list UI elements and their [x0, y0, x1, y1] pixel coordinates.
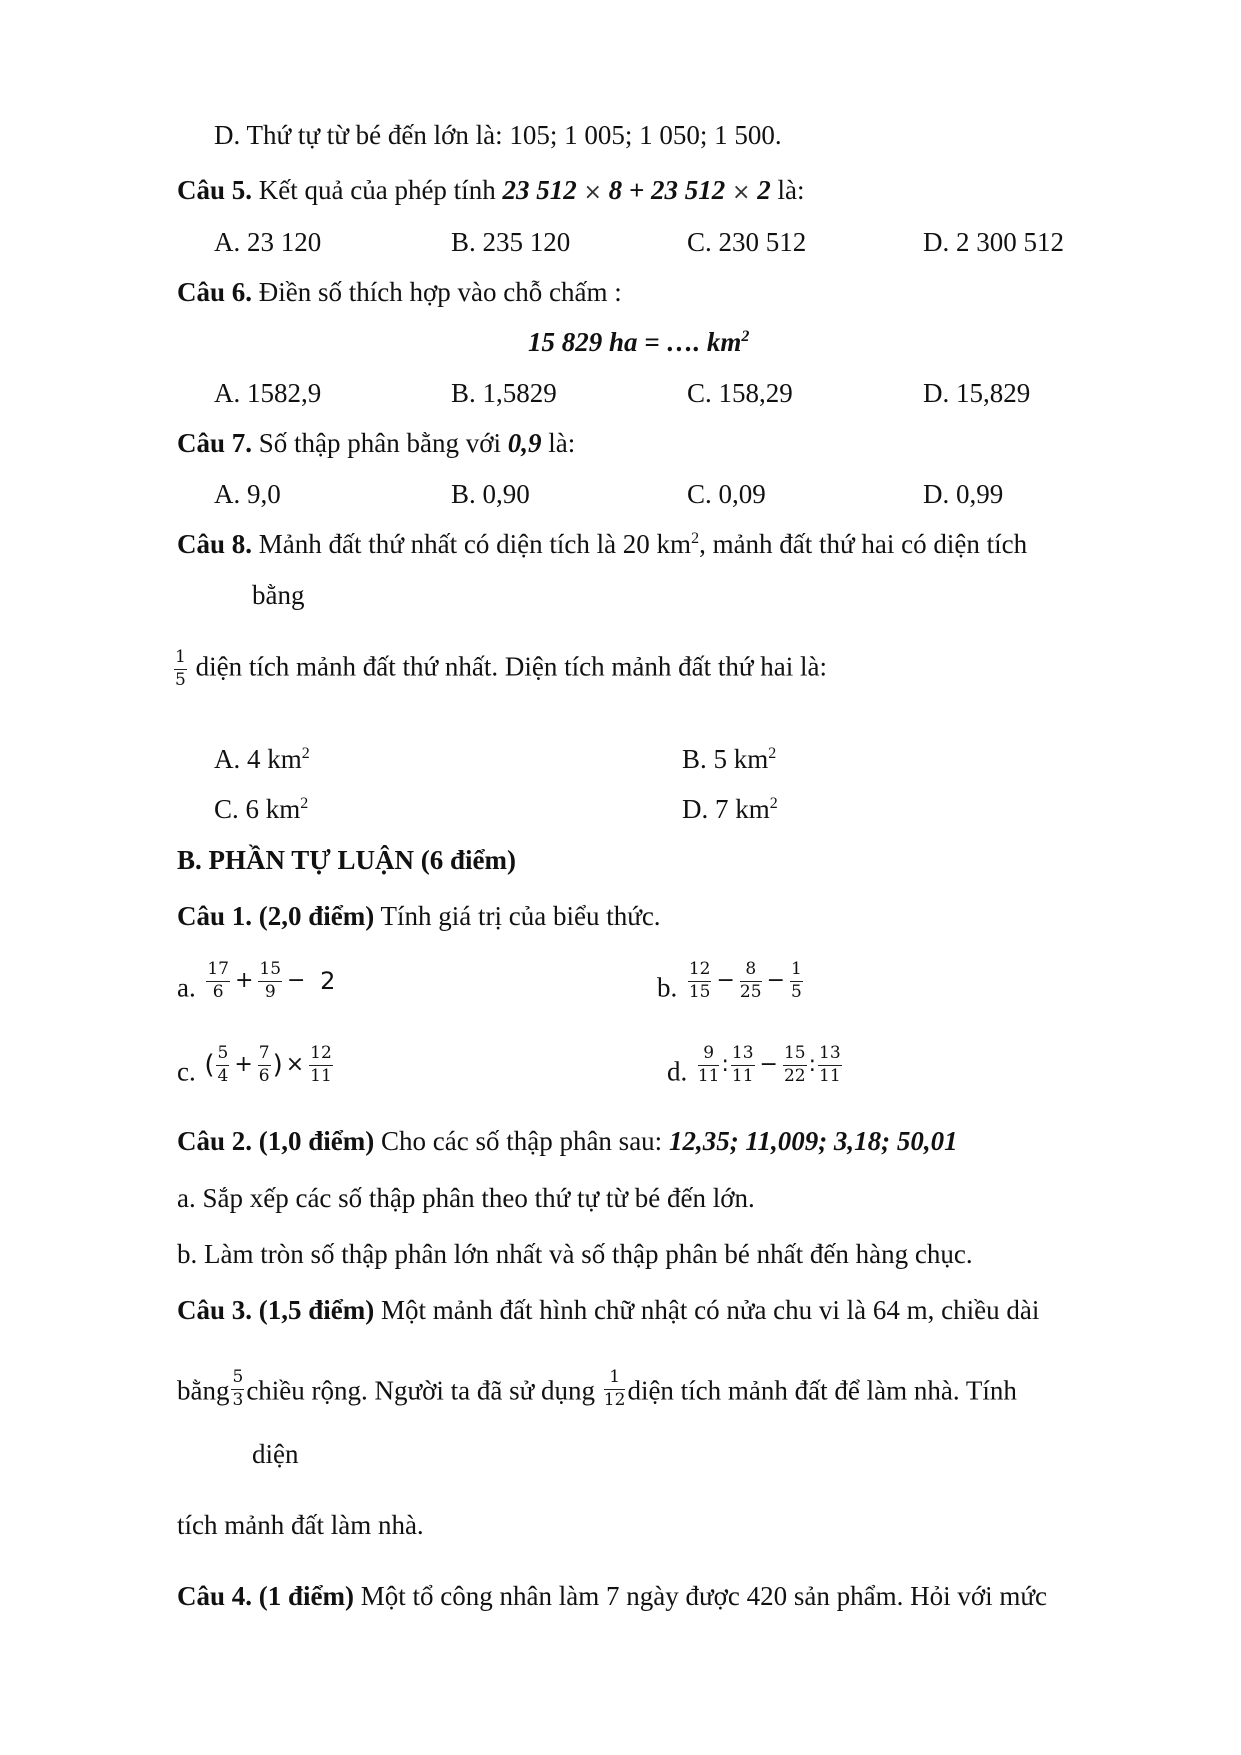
q6-option-a: A. 1582,9 [214, 378, 322, 408]
q6-question [177, 279, 622, 306]
b2-nums: 12,35; 11,009; 3,18; 50,01 [668, 1126, 958, 1156]
num: 1 [604, 1368, 626, 1390]
q6-option-c: C. 158,29 [687, 378, 793, 408]
den: 25 [739, 981, 762, 1002]
q8-option-a [214, 746, 310, 773]
op: − [766, 968, 785, 994]
part-b-heading [177, 847, 516, 874]
b1-label: Câu 1. (2,0 điểm) [177, 901, 375, 931]
b1-expr-b [657, 960, 805, 1002]
q5-end: là: [777, 175, 805, 205]
q6-option-d: D. 15,829 [923, 378, 1031, 408]
num: 5 [231, 1368, 244, 1390]
den: 11 [697, 1065, 720, 1086]
q5-times-1: × [583, 180, 602, 205]
num: 17 [206, 960, 230, 982]
q8-text2: , mảnh đất thứ hai có diện tích [699, 529, 1028, 559]
b1-c-label: c. [177, 1056, 196, 1087]
num: 9 [698, 1044, 720, 1066]
num: 5 [216, 1044, 229, 1066]
part-b-title: B. PHẦN TỰ LUẬN (6 điểm) [177, 845, 516, 875]
q8-continuation: bằng [252, 580, 305, 610]
num: 8 [740, 960, 762, 982]
num: 12 [309, 1044, 333, 1066]
b3-line2 [177, 1368, 1017, 1410]
q6-label: Câu 6. [177, 277, 253, 307]
b1-d-frac2 [731, 1044, 755, 1086]
b2-part-b: b. Làm tròn số thập phân lớn nhất và số thập phân bé nhất đến hàng chục. [177, 1239, 973, 1269]
q5-option-a: A. 23 120 [214, 227, 322, 257]
b1-question [177, 903, 661, 930]
q8-frac-num: 1 [174, 648, 187, 670]
den: 9 [264, 981, 276, 1002]
paren: ) [272, 1050, 283, 1081]
q7-question [177, 430, 575, 457]
q8-option-b-text: B. 5 km [682, 744, 769, 774]
b3-frac1 [231, 1368, 244, 1410]
num: 13 [818, 1044, 842, 1066]
q8-question [177, 531, 1027, 558]
op: + [234, 1052, 253, 1078]
q7-text: Số thập phân bằng với [258, 428, 502, 458]
q5-text: Kết quả của phép tính [258, 175, 496, 205]
den: 11 [731, 1065, 754, 1086]
b1-b-frac3 [790, 960, 803, 1002]
b4-label: Câu 4. (1 điểm) [177, 1581, 354, 1611]
b1-b-frac1 [688, 960, 712, 1002]
paren: ( [204, 1050, 215, 1081]
b1-d-frac1 [698, 1044, 720, 1086]
q8-option-c-text: C. 6 km [214, 794, 301, 824]
op: : [721, 1052, 729, 1078]
b1-a-label: a. [177, 972, 196, 1003]
b3-t3: diện tích mảnh đất để làm nhà. Tính [627, 1375, 1017, 1406]
q8-text1: Mảnh đất thứ nhất có diện tích là 20 km [258, 529, 692, 559]
num: 7 [258, 1044, 271, 1066]
b1-expr-a [177, 960, 338, 1002]
den: 6 [258, 1065, 270, 1086]
q7-option-b: B. 0,90 [451, 479, 530, 509]
b1-a-frac2 [258, 960, 282, 1002]
b2-label: Câu 2. (1,0 điểm) [177, 1126, 375, 1156]
q8-option-b-sup: 2 [768, 745, 777, 762]
den: 6 [212, 981, 224, 1002]
den: 22 [783, 1065, 806, 1086]
q5-option-b: B. 235 120 [451, 227, 571, 257]
b4-text: Một tổ công nhân làm 7 ngày được 420 sản phẩm. Hỏi với mức [360, 1581, 1047, 1611]
b3-last: tích mảnh đất làm nhà. [177, 1510, 424, 1540]
b1-c-frac3 [309, 1044, 333, 1086]
b2-question [177, 1128, 958, 1155]
b1-b-frac2 [740, 960, 762, 1002]
b1-c-frac1 [216, 1044, 229, 1086]
b1-d-frac4 [818, 1044, 842, 1086]
q7-label: Câu 7. [177, 428, 253, 458]
b3-text: Một mảnh đất hình chữ nhật có nửa chu vi là 64 m, chiều dài [381, 1295, 1040, 1325]
q5-option-d: D. 2 300 512 [923, 227, 1064, 257]
den: 11 [819, 1065, 841, 1086]
q8-fraction [174, 648, 187, 690]
b1-a-frac1 [206, 960, 230, 1002]
b2-text: Cho các số thập phân sau: [381, 1126, 663, 1156]
b1-expr-c [177, 1044, 335, 1086]
b1-d-frac3 [783, 1044, 807, 1086]
b3-t1: bằng [177, 1375, 230, 1406]
q5-expr-c: 2 [757, 175, 771, 205]
op: : [808, 1052, 817, 1078]
q6-equation [528, 329, 749, 356]
q6-text: Điền số thích hợp vào chỗ chấm : [258, 277, 622, 307]
q5-label: Câu 5. [177, 175, 253, 205]
b3-question [177, 1297, 1039, 1324]
op: − [287, 968, 306, 994]
den: 5 [791, 981, 802, 1002]
q7-value: 0,9 [507, 428, 542, 458]
q8-frac-den: 5 [175, 669, 186, 690]
b1-text: Tính giá trị của biểu thức. [380, 901, 661, 931]
q6-eq-text: 15 829 ha = …. km [528, 327, 742, 357]
op: + [234, 968, 254, 994]
q7-option-a: A. 9,0 [214, 479, 281, 509]
q5-expr-b: 8 + 23 512 [608, 175, 726, 205]
b1-d-label: d. [667, 1056, 688, 1087]
q5-times-2: × [732, 180, 751, 205]
op: × [285, 1052, 305, 1078]
b3-continuation: diện [252, 1439, 299, 1469]
q8-option-c [214, 796, 308, 823]
q8-option-d-text: D. 7 km [682, 794, 770, 824]
q7-option-d: D. 0,99 [923, 479, 1004, 509]
q8-option-c-sup: 2 [300, 795, 309, 812]
den: 12 [603, 1389, 626, 1410]
q5-question [177, 177, 804, 204]
b3-frac2 [604, 1368, 626, 1410]
q8-option-d [682, 796, 778, 823]
den: 4 [217, 1065, 229, 1086]
q5-option-c: C. 230 512 [687, 227, 807, 257]
q8-text3: diện tích mảnh đất thứ nhất. Diện tích mảnh đất thứ hai là: [195, 651, 827, 682]
q8-sup: 2 [691, 530, 700, 547]
q7-end: là: [548, 428, 576, 458]
num: 13 [731, 1044, 755, 1066]
den: 3 [232, 1389, 244, 1410]
den: 11 [310, 1065, 332, 1086]
num: 1 [790, 960, 803, 982]
q8-option-a-text: A. 4 km [214, 744, 302, 774]
b1-b-label: b. [657, 972, 678, 1003]
b3-label: Câu 3. (1,5 điểm) [177, 1295, 375, 1325]
num: 15 [258, 960, 282, 982]
q6-option-b: B. 1,5829 [451, 378, 557, 408]
q6-eq-sup: 2 [741, 328, 750, 345]
den: 15 [688, 981, 711, 1002]
q8-line3 [174, 648, 827, 690]
b1-c-frac2 [258, 1044, 271, 1086]
op: − [716, 968, 735, 994]
b1-expr-d [667, 1044, 844, 1086]
q4-option-d: D. Thứ tự từ bé đến lớn là: 105; 1 005; 1 050; 1 500. [214, 120, 782, 150]
q5-expr-a: 23 512 [502, 175, 577, 205]
b3-t2: chiều rộng. Người ta đã sử dụng [246, 1375, 596, 1406]
q8-label: Câu 8. [177, 529, 253, 559]
b1-a-tail: 2 [320, 967, 336, 996]
num: 12 [688, 960, 712, 982]
op: − [759, 1052, 778, 1078]
q7-option-c: C. 0,09 [687, 479, 766, 509]
q8-option-d-sup: 2 [769, 795, 778, 812]
b2-part-a: a. Sắp xếp các số thập phân theo thứ tự từ bé đến lớn. [177, 1183, 755, 1213]
num: 15 [783, 1044, 807, 1066]
q8-option-a-sup: 2 [301, 745, 310, 762]
q8-option-b [682, 746, 776, 773]
b4-question [177, 1583, 1047, 1610]
